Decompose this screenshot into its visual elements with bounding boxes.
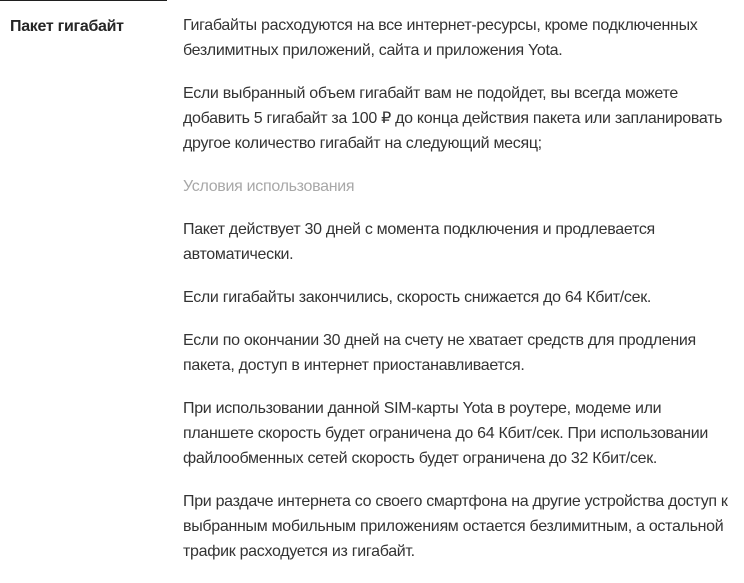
condition-paragraph-2: Если гигабайты закончились, скорость снижается до 64 Кбит/сек. [183,289,652,306]
usage-terms-subheading: Условия использования [183,178,355,195]
section-term-label: Пакет гигабайт [10,18,124,35]
intro-paragraph-1: Гигабайты расходуются на все интернет-ресурсы, кроме подключенных безлимитных приложений, сайта и приложения Yota. [183,17,698,59]
condition-paragraph-4: При использовании данной SIM-карты Yota в роутере, модеме или планшете скорость будет ограничена до 64 Кбит/сек. При использовании файлообменных сетей скорость будет ограничена до 32 Кбит/сек. [183,400,708,467]
condition-paragraph-5: При раздаче интернета со своего смартфона на другие устройства доступ к выбранным мобильным приложениям остается безлимитным, а остальной трафик расходуется из гигабайт. [183,493,728,560]
condition-paragraph-3: Если по окончании 30 дней на счету не хватает средств для продления пакета, доступ в интернет приостанавливается. [183,332,696,374]
condition-paragraph-1: Пакет действует 30 дней с момента подключения и продлевается автоматически. [183,221,655,263]
description-column [183,0,728,564]
intro-paragraph-2: Если выбранный объем гигабайт вам не подойдет, вы всегда можете добавить 5 гигабайт за 100 ₽ до конца действия пакета или запланировать другое количество гигабайт на следующий месяц; [183,85,723,152]
term-column [0,0,167,39]
